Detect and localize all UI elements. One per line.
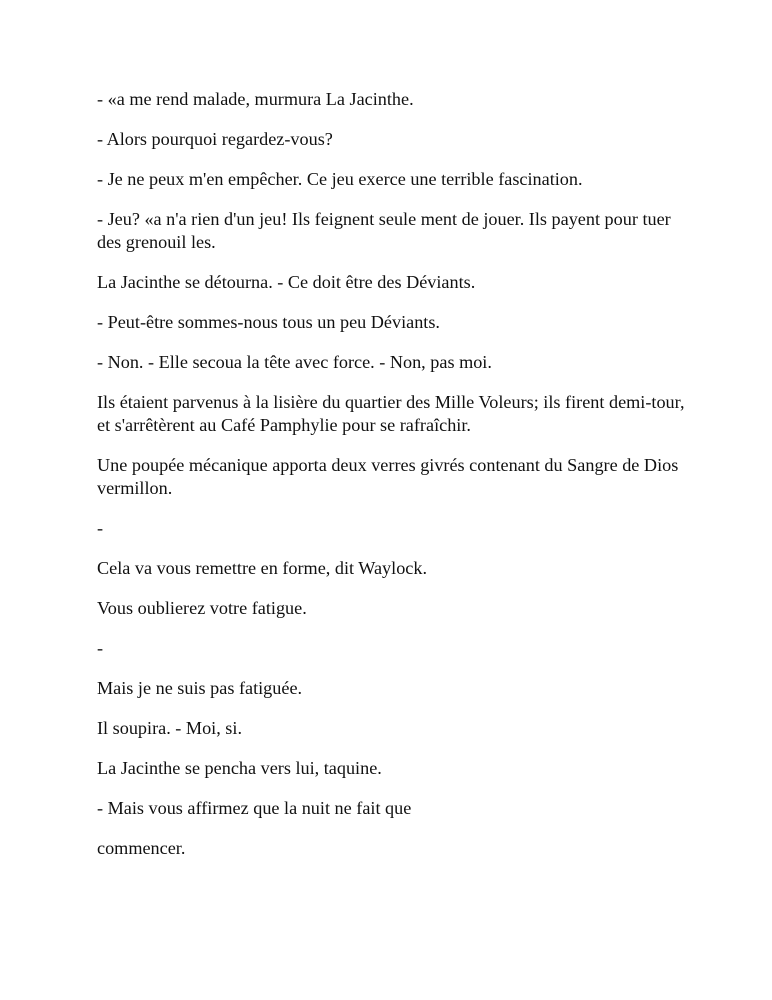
paragraph: - Mais vous affirmez que la nuit ne fait que bbox=[97, 798, 412, 818]
paragraph: Cela va vous remettre en forme, dit Waylock. bbox=[97, 558, 428, 578]
paragraph: Une poupée mécanique apporta deux verres givrés contenant du Sangre de Dios vermillon. bbox=[97, 455, 679, 498]
paragraph: - Jeu? «a n'a rien d'un jeu! Ils feignent seule ment de jouer. Ils payent pour tuer des grenouil les. bbox=[97, 209, 671, 252]
paragraph: - «a me rend malade, murmura La Jacinthe. bbox=[97, 89, 414, 109]
text-body bbox=[97, 88, 687, 877]
dash-line: - bbox=[97, 638, 104, 658]
paragraph: Il soupira. - Moi, si. bbox=[97, 718, 242, 738]
paragraph: Vous oublierez votre fatigue. bbox=[97, 598, 307, 618]
paragraph: commencer. bbox=[97, 838, 186, 858]
paragraph: Mais je ne suis pas fatiguée. bbox=[97, 678, 303, 698]
dash-line: - bbox=[97, 518, 104, 538]
paragraph: Ils étaient parvenus à la lisière du quartier des Mille Voleurs; ils firent demi-tour, et s'arrêtèrent au Café Pamphylie pour se rafraîchir. bbox=[97, 392, 685, 435]
paragraph: - Alors pourquoi regardez-vous? bbox=[97, 129, 333, 149]
paragraph: La Jacinthe se pencha vers lui, taquine. bbox=[97, 758, 382, 778]
paragraph: - Je ne peux m'en empêcher. Ce jeu exerce une terrible fascination. bbox=[97, 169, 583, 189]
paragraph: La Jacinthe se détourna. - Ce doit être des Déviants. bbox=[97, 272, 476, 292]
paragraph: - Peut-être sommes-nous tous un peu Déviants. bbox=[97, 312, 440, 332]
paragraph: - Non. - Elle secoua la tête avec force. - Non, pas moi. bbox=[97, 352, 492, 372]
